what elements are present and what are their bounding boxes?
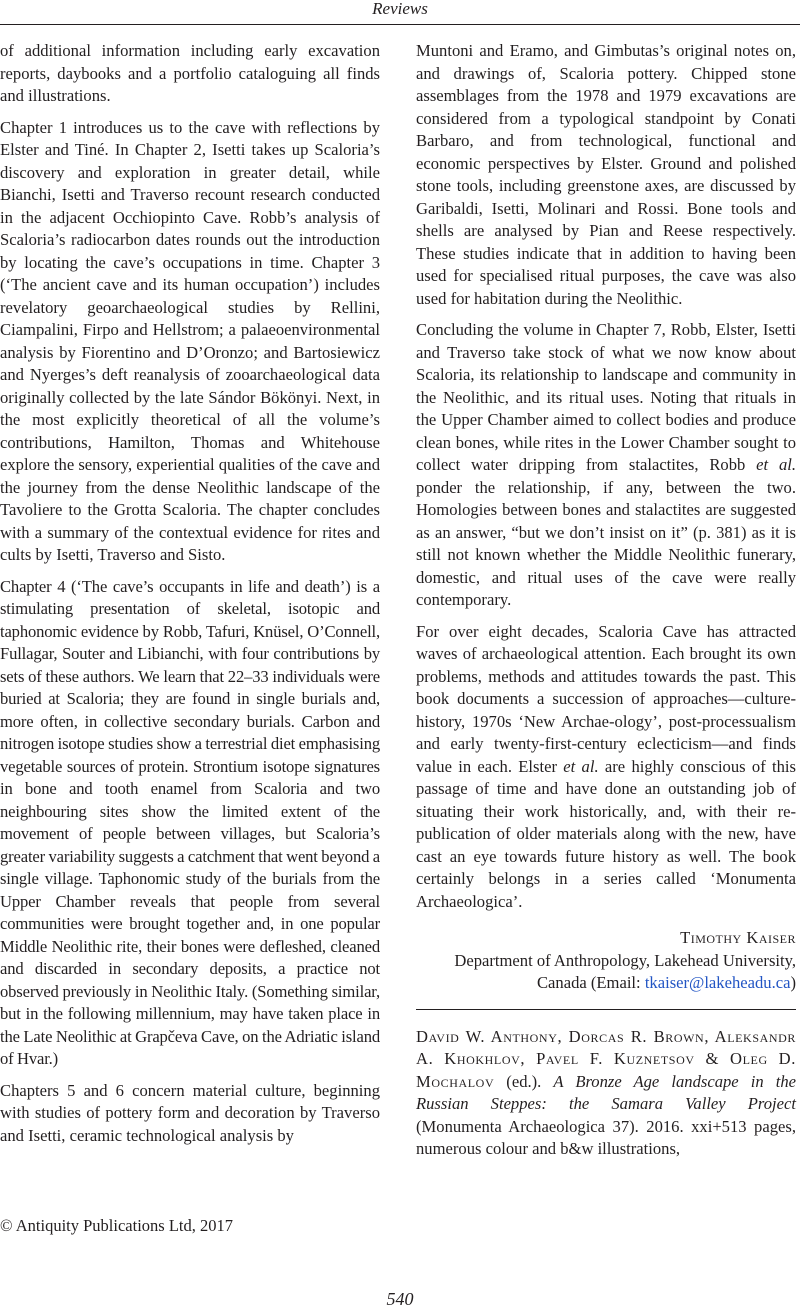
email-link[interactable]: tkaiser@lakeheadu.ca [644, 973, 791, 992]
location-suffix: ) [790, 973, 796, 992]
paragraph: Muntoni and Eramo, and Gimbutas’s original notes on, and drawings of, Scaloria pottery. Chipped stone assemblages from the 1978 and 1979 excavations are considered from a typological standpoint by Conati Barbaro, and from technological, functional and economic perspectives by Elster. Ground and polished stone tools, including greenstone axes, are discussed by Garibaldi, Isetti, Molinari and Rossi. Bone tools and shells are analysed by Pian and Reese respectively. These studies indicate that in addition to having been used for specialised ritual purposes, the cave was also used for habitation during the Neolithic. [416, 41, 796, 308]
header-rule [0, 24, 800, 25]
running-head: Reviews [372, 0, 428, 18]
right-column [416, 40, 796, 1170]
paragraph: Chapters 5 and 6 concern material culture, beginning with studies of pottery form and decoration by Traverso and Isetti, ceramic technological analysis by [0, 1080, 380, 1145]
section-divider [416, 1009, 796, 1010]
next-review-entry [416, 1026, 796, 1161]
paragraph [416, 319, 796, 612]
left-column [0, 40, 380, 1156]
paragraph: Chapter 1 introduces us to the cave with reflections by Elster and Tiné. In Chapter 2, Isetti takes up Scaloria’s discovery and exploration in greater detail, while Bianchi, Isetti and Traverso recount research conducted in the adjacent Occhiopinto Cave. Robb’s analysis of Scaloria’s radiocarbon dates rounds out the introduction by locating the cave’s occupations in time. Chapter 3 (‘The ancient cave and its human occupation’) includes revelatory geoarchaeological studies by Rellini, Ciampalini, Firpo and Hellstrom; a palaeoenvironmental analysis by Fiorentino and D’Oronzo; and Bartosiewicz and Nyerges’s deft reanalysis of zooarchaeological data originally collected by the late Sándor Bökönyi. Next, in the most explicitly theoretical of all the volume’s contributions, Hamilton, Thomas and Whitehouse explore the sensory, experiential qualities of the cave and the journey from the dense Neolithic landscape of the Tavoliere to the Grotta Scaloria. The chapter concludes with a summary of the contextual evidence for rites and cults by Isetti, Traverso and Sisto. [0, 117, 380, 564]
reviewer-location [416, 972, 796, 995]
text-run: ponder the relationship, if any, between the two. Homologies between bones and stalactites are suggested as an answer, “but we don’t insist on it” (p. 381) as it is still not known whether the Middle Neolithic funerary, domestic, and ritual uses of the cave were really contemporary. [416, 477, 796, 609]
copyright: © Antiquity Publications Ltd, 2017 [0, 1216, 233, 1235]
book-editor-note: (ed.). [494, 1071, 554, 1091]
reviewer-affiliation: Department of Anthropology, Lakehead University, [454, 950, 796, 970]
paragraph [416, 621, 796, 914]
book-authors: David W. Anthony, Dorcas R. Brown, Aleksandr A. Khokhlov, Pavel F. Kuznetsov & Oleg D. Mochalov [416, 1026, 796, 1091]
book-details: (Monumenta Archaeologica 37). 2016. xxi+513 pages, numerous colour and b&w illustrations, [416, 1116, 796, 1158]
paragraph: of additional information including early excavation reports, daybooks and a portfolio cataloguing all finds and illustrations. [0, 41, 380, 105]
book-title: A Bronze Age landscape in the Russian Steppes: the Samara Valley Project [416, 1071, 797, 1113]
emphasis: et al. [756, 455, 796, 474]
location-prefix: Canada (Email: [536, 973, 645, 992]
page-number: 540 [386, 1289, 414, 1309]
reviewer-signature [416, 927, 796, 995]
emphasis: et al. [563, 756, 599, 776]
paragraph: Chapter 4 (‘The cave’s occupants in life and death’) is a stimulating presentation of skeletal, isotopic and taphonomic evidence by Robb, Tafuri, Knüsel, O’Connell, Fullagar, Souter and Libianchi, with four contributions by sets of these authors. We learn that 22–33 individuals were buried at Scaloria; they are found in single burials and, more often, in collective secondary burials. Carbon and nitrogen isotope studies show a terrestrial diet emphasising vegetable sources of protein. Strontium isotope signatures in bone and tooth enamel from Scaloria and two neighbouring sites show the limited extent of the movement of people between villages, but Scaloria’s greater variability suggests a catchment that went beyond a single village. Taphonomic study of the burials from the Upper Chamber reveals that people from several communities were brought together and, in one popular Middle Neolithic rite, their bones were defleshed, cleaned and discarded in secondary deposits, a practice not observed previously in Neolithic Italy. (Something similar, but in the following millennium, may have taken place in the Late Neolithic at Grapčeva Cave, on the Adriatic island of Hvar.) [0, 576, 380, 1068]
reviewer-name: Timothy Kaiser [680, 928, 796, 947]
text-run: For over eight decades, Scaloria Cave has attracted waves of archaeological attention. Each brought its own problems, methods and attitudes towards the past. This book documents a succession of approaches—culture-history, 1970s ‘New Archae-ology’, post-processualism and early twenty-first-century eclecticism—and finds value in each. Elster [416, 621, 796, 776]
text-run: are highly conscious of this passage of time and have done an outstanding job of situating their work historically, and, with their re-publication of older materials along with the new, have cast an eye towards future history as well. The book certainly belongs in a series called ‘Monumenta Archaeologica’. [416, 756, 796, 911]
text-run: Concluding the volume in Chapter 7, Robb, Elster, Isetti and Traverso take stock of what we now know about Scaloria, its relationship to landscape and community in the Neolithic, and its ritual uses. Noting that rituals in the Upper Chamber aimed to collect bodies and produce clean bones, while rites in the Lower Chamber sought to collect water dripping from stalactites, Robb [416, 320, 796, 474]
